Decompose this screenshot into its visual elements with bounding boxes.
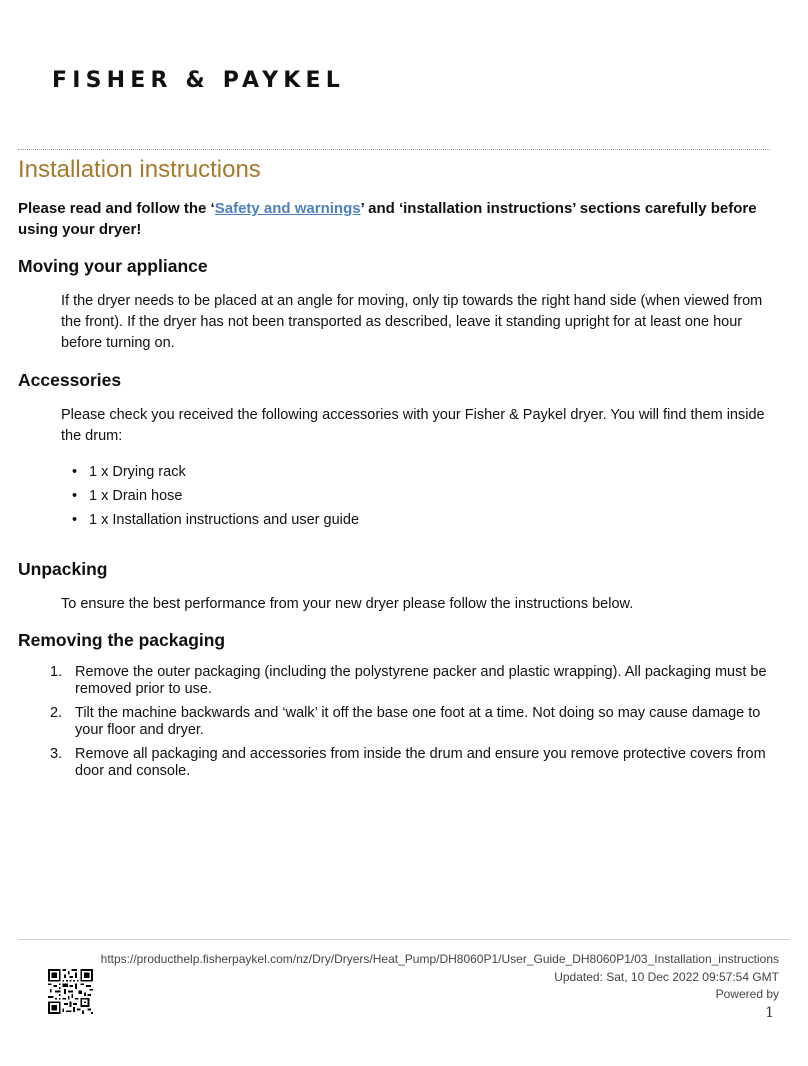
unpacking-body: To ensure the best performance from your new dryer please follow the instructions below. (61, 596, 634, 612)
removing-heading: Removing the packaging (18, 630, 226, 650)
moving-body: If the dryer needs to be placed at an angle for moving, only tip towards the right hand side (when viewed from the front). If the dryer has not been transported as described, leave it standing upright for at least one hour before turning on. (61, 293, 763, 351)
list-item (72, 460, 359, 484)
step-number: 2. (50, 705, 63, 721)
intro-paragraph (18, 198, 773, 240)
intro-text-start: Please read and follow the ‘ (18, 200, 215, 217)
header-divider (18, 149, 770, 150)
bullet-icon: • (72, 488, 78, 504)
list-item-text: 1 x Drying rack (89, 464, 186, 480)
footer-divider (18, 939, 790, 940)
step-text: Tilt the machine backwards and ‘walk’ it off the base one foot at a time. Not doing so may cause damage to your floor and dryer. (75, 705, 761, 738)
footer-url[interactable]: https://producthelp.fisherpaykel.com/nz/Dry/Dryers/Heat_Pump/DH8060P1/User_Guide_DH8060P1/03_Installation_instructions (100, 952, 779, 966)
bullet-icon: • (72, 512, 78, 528)
unpacking-heading: Unpacking (18, 559, 108, 579)
page-number: 1 (765, 1005, 774, 1021)
step-text: Remove the outer packaging (including the polystyrene packer and plastic wrapping). All packaging must be removed prior to use. (75, 664, 767, 697)
intro-text-end: ’ and ‘installation instructions’ sections carefully before using your dryer! (18, 200, 757, 238)
list-item-text: 1 x Drain hose (89, 488, 183, 504)
brand-logo: FISHER & PAYKEL (52, 68, 345, 93)
accessories-body: Please check you received the following accessories with your Fisher & Paykel dryer. You will find them inside the drum: (61, 407, 765, 444)
list-item (72, 484, 359, 508)
removing-steps-list (50, 664, 770, 787)
footer-powered-by: Powered by (715, 987, 779, 1001)
accessories-heading: Accessories (18, 370, 122, 390)
page-title: Installation instructions (18, 156, 261, 183)
list-item (72, 508, 359, 532)
step-number: 3. (50, 746, 63, 762)
safety-and-warnings-link[interactable]: Safety and warnings (214, 200, 361, 217)
list-item (50, 705, 770, 739)
list-item (50, 664, 770, 698)
step-number: 1. (50, 664, 63, 680)
footer-updated: Updated: Sat, 10 Dec 2022 09:57:54 GMT (554, 970, 779, 984)
step-text: Remove all packaging and accessories from inside the drum and ensure you remove protective covers from door and console. (75, 746, 766, 779)
moving-heading: Moving your appliance (18, 256, 208, 276)
list-item-text: 1 x Installation instructions and user guide (89, 512, 360, 528)
bullet-icon: • (72, 464, 78, 480)
accessories-list (72, 460, 359, 532)
list-item (50, 746, 770, 780)
qr-code-icon (48, 969, 93, 1014)
